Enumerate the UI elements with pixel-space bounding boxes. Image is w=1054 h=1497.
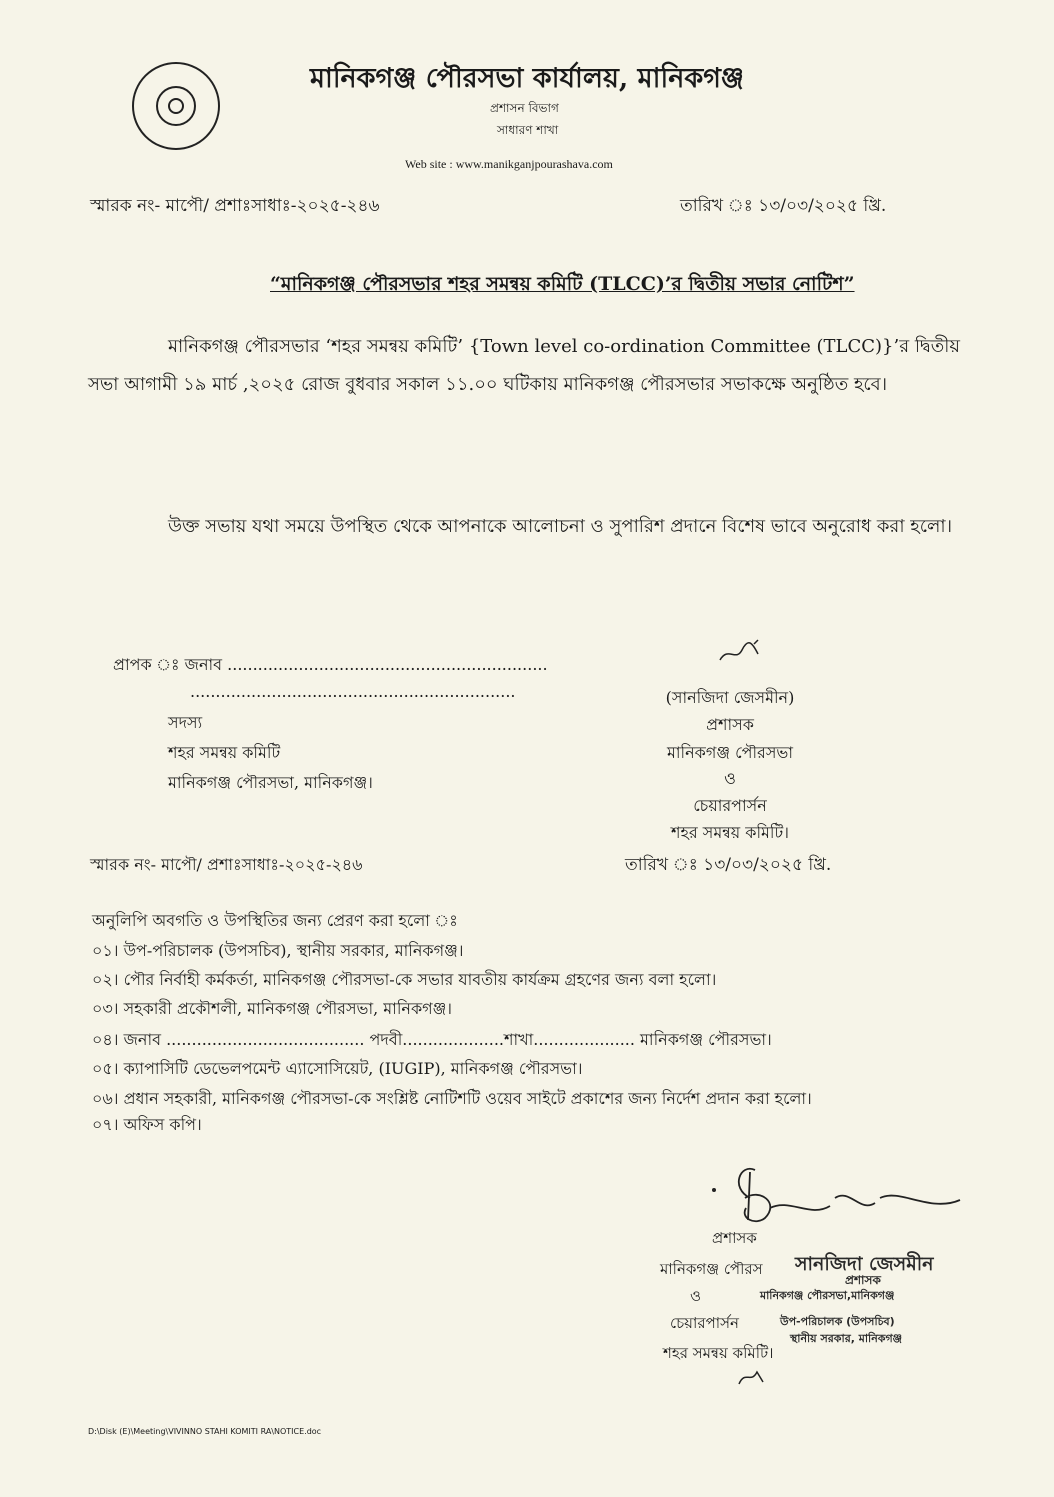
- signatory-name: (সানজিদা জেসমীন): [665, 688, 795, 707]
- bottom-signature-committee: শহর সমন্বয় কমিটি।: [663, 1344, 774, 1362]
- stamp-title: প্রশাসক: [845, 1273, 881, 1287]
- recipient-line-4: শহর সমন্বয় কমিটি: [168, 743, 281, 762]
- list-item: ০৬। প্রধান সহকারী, মানিকগঞ্জ পৌরসভা-কে সংশ্লিষ্ট নোটিশটি ওয়েব সাইটে প্রকাশের জন্য নির্দেশ প্রদান করা হলো।: [92, 1089, 812, 1108]
- organization-name: মানিকগঞ্জ পৌরসভা কার্যালয়, মানিকগঞ্জ: [310, 63, 744, 94]
- seal-emblem-icon: [168, 98, 184, 114]
- notice-paragraph-2: উক্ত সভায় যথা সময়ে উপস্থিত থেকে আপনাকে আলোচনা ও সুপারিশ প্রদানে বিশেষ ভাবে অনুরোধ করা হলো।: [168, 516, 953, 537]
- memo-date: তারিখ ঃ ১৩/০৩/২০২৫ খ্রি.: [680, 196, 887, 216]
- website: Web site : www.manikganjpourashava.com: [405, 157, 613, 171]
- list-item: ০৪। জনাব ....................................... পদবী....................শাখা.................... মানিকগঞ্জ পৌরসভা।: [92, 1030, 772, 1049]
- list-item: ০৩। সহকারী প্রকৌশলী, মানিকগঞ্জ পৌরসভা, মানিকগঞ্জ।: [92, 999, 453, 1018]
- signatory-committee: শহর সমন্বয় কমিটি।: [671, 823, 789, 842]
- recipient-line-5: মানিকগঞ্জ পৌরসভা, মানিকগঞ্জ।: [168, 773, 373, 792]
- stamp-dept: স্থানীয় সরকার, মানিকগঞ্জ: [790, 1332, 903, 1345]
- handwritten-signature-icon: [700, 1158, 970, 1233]
- signatory-and: ও: [724, 769, 736, 788]
- signatory-role: চেয়ারপার্সন: [693, 796, 767, 815]
- bottom-signature-title: প্রশাসক: [712, 1229, 757, 1247]
- memo-number-2: স্মারক নং- মাপৌ/ প্রশাঃসাধাঃ-২০২৫-২৪৬: [90, 855, 363, 874]
- memo-date-2: তারিখ ঃ ১৩/০৩/২০২৫ খ্রি.: [625, 855, 832, 875]
- recipient-line-1: প্রাপক ঃ জনাব ...............................................................: [113, 655, 548, 674]
- list-item: ০৫। ক্যাপাসিটি ডেভেলপমেন্ট এ্যাসোসিয়েট, (IUGIP), মানিকগঞ্জ পৌরসভা।: [92, 1059, 583, 1078]
- list-item: ০৭। অফিস কপি।: [92, 1115, 202, 1134]
- memo-number: স্মারক নং- মাপৌ/ প্রশাঃসাধাঃ-২০২৫-২৪৬: [90, 196, 380, 216]
- bottom-signature-office: মানিকগঞ্জ পৌরস: [660, 1260, 763, 1278]
- initial-icon: [735, 1360, 775, 1390]
- signatory-office: মানিকগঞ্জ পৌরসভা: [667, 743, 793, 762]
- file-path-footer: D:\Disk (E)\Meeting\VIVINNO STAHI KOMITI RA\NOTICE.doc: [88, 1427, 322, 1436]
- municipality-seal: [132, 62, 220, 150]
- signatory-title: প্রশাসক: [706, 715, 754, 734]
- section-name: সাধারণ শাখা: [497, 123, 559, 137]
- list-item: ০১। উপ-পরিচালক (উপসচিব), স্থানীয় সরকার, মানিকগঞ্জ।: [92, 941, 464, 960]
- recipient-line-3: সদস্য: [168, 713, 203, 732]
- copy-list-heading: অনুলিপি অবগতি ও উপস্থিতির জন্য প্রেরণ করা হলো ঃ: [92, 911, 458, 930]
- seal-inner-ring: [156, 86, 196, 126]
- stamp-role: উপ-পরিচালক (উপসচিব): [780, 1315, 895, 1328]
- recipient-line-2: ................................................................: [190, 682, 516, 701]
- stamp-office: মানিকগঞ্জ পৌরসভা,মানিকগঞ্জ: [760, 1289, 895, 1302]
- stamp-name: সানজিদা জেসমীন: [795, 1253, 934, 1275]
- signature-icon: [718, 636, 768, 666]
- bottom-signature-and: ও: [690, 1287, 702, 1305]
- department-name: প্রশাসন বিভাগ: [490, 101, 559, 115]
- list-item: ০২। পৌর নির্বাহী কর্মকর্তা, মানিকগঞ্জ পৌরসভা-কে সভার যাবতীয় কার্যক্রম গ্রহণের জন্য বলা হলো।: [92, 970, 717, 989]
- bottom-signature-role: চেয়ারপার্সন: [670, 1314, 740, 1332]
- notice-paragraph-1: মানিকগঞ্জ পৌরসভার ‘শহর সমন্বয় কমিটি’ {Town level co-ordination Committee (TLCC)}’র দ্বিতীয় সভা আগামী ১৯ মার্চ ,২০২৫ রোজ বুধবার সকাল ১১.০০ ঘটিকায় মানিকগঞ্জ পৌরসভার সভাকক্ষে অনুষ্ঠিত হবে।: [88, 336, 960, 395]
- notice-title: “মানিকগঞ্জ পৌরসভার শহর সমন্বয় কমিটি (TLCC)’র দ্বিতীয় সভার নোটিশ”: [270, 273, 855, 295]
